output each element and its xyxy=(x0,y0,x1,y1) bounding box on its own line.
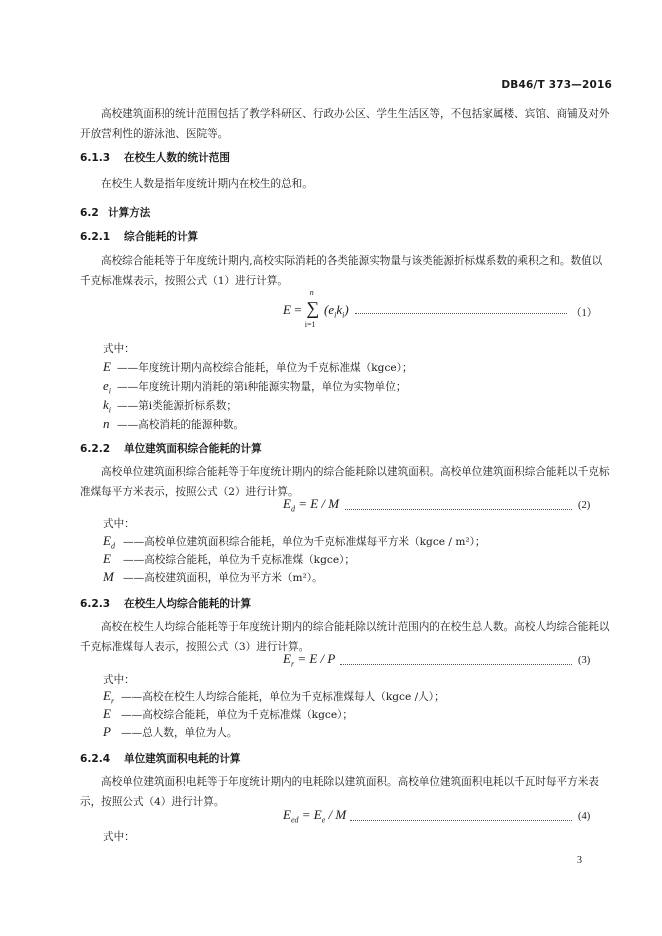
definition-row xyxy=(103,688,445,706)
definition-row xyxy=(103,416,244,432)
definition-row xyxy=(103,706,353,722)
symbol: E xyxy=(103,551,111,566)
definition-row xyxy=(103,551,355,567)
definition-row xyxy=(103,378,406,396)
equation-number-2: (2) xyxy=(578,500,591,511)
leader-dots xyxy=(340,664,572,665)
formula-term: k xyxy=(336,302,343,317)
paragraph-building-area-scope xyxy=(80,104,610,144)
section-title: 计算方法 xyxy=(108,207,151,219)
definition-text: ——高校综合能耗，单位为千克标准煤（kgce）； xyxy=(121,709,353,721)
definition-row xyxy=(103,569,323,585)
definition-text: ——高校消耗的能源种数。 xyxy=(117,419,245,431)
section-heading-6-2-3 xyxy=(80,596,251,611)
definition-text: ——高校建筑面积，单位为平方米（m²）。 xyxy=(123,572,323,584)
definition-row xyxy=(103,359,413,375)
paragraph-text: 高校单位建筑面积电耗等于年度统计期内的电耗除以建筑面积。高校单位建筑面积电耗以千瓦时每平方米表示，按照公式（4）进行计算。 xyxy=(80,776,599,808)
where-label: 式中： xyxy=(103,674,135,686)
symbol: E xyxy=(103,359,111,374)
leader-dots xyxy=(345,509,572,510)
definition-text: ——年度统计期内消耗的第i种能源实物量，单位为实物单位； xyxy=(117,381,407,393)
symbol: $E_d$ xyxy=(103,533,115,551)
formula-3: $E_r = E / P$ xyxy=(283,651,336,669)
formula-4: $E_{ed} = E_e / M$ xyxy=(283,807,347,825)
section-title: 单位建筑面积电耗的计算 xyxy=(124,753,241,765)
where-label: 式中： xyxy=(103,518,135,530)
symbol: E xyxy=(103,706,111,721)
formula-1: E = n ∑ i=1 $(e_ik_i)$ xyxy=(283,288,349,329)
symbol: P xyxy=(103,724,111,739)
paragraph-text: 高校建筑面积的统计范围包括了教学科研区、行政办公区、学生生活区等，不包括家属楼、宾馆、商铺及对外开放营利性的游泳池、医院等。 xyxy=(80,108,610,140)
definition-row xyxy=(103,533,486,551)
paragraph-text: 高校在校生人均综合能耗等于年度统计期内的综合能耗除以统计范围内的在校生总人数。高校人均综合能耗以千克标准煤每人表示，按照公式（3）进行计算。 xyxy=(80,621,610,653)
definition-text: ——年度统计期内高校综合能耗，单位为千克标准煤（kgce）； xyxy=(117,362,413,374)
where-label: 式中： xyxy=(103,831,135,843)
definition-row xyxy=(103,724,238,740)
symbol: n xyxy=(103,416,110,431)
paragraph-per-capita-energy xyxy=(80,617,610,657)
section-number: 6.2.4 xyxy=(80,753,111,765)
section-number: 6.1.3 xyxy=(80,152,111,164)
section-heading-6-2-4 xyxy=(80,751,241,766)
section-title: 综合能耗的计算 xyxy=(124,231,199,243)
section-heading-6-2-1 xyxy=(80,229,198,244)
equation-number-1: （1） xyxy=(571,308,598,319)
definition-text: ——高校综合能耗，单位为千克标准煤（kgce）； xyxy=(123,554,355,566)
paragraph-text: 高校单位建筑面积综合能耗等于年度统计期内的综合能耗除以建筑面积。高校单位建筑面积综合能耗以千克标准煤每平方米表示，按照公式（2）进行计算。 xyxy=(80,466,610,498)
sum-lower: i=1 xyxy=(304,320,316,329)
formula-term: ) xyxy=(344,302,349,317)
equation-number-4: (4) xyxy=(578,811,591,822)
paragraph-text: 在校生人数是指年度统计期内在校生的总和。 xyxy=(101,178,313,190)
section-number: 6.2 xyxy=(80,207,99,219)
paragraph-student-count xyxy=(80,174,610,194)
section-heading-6-2-2 xyxy=(80,441,262,456)
formula-lhs: E xyxy=(283,302,291,317)
page-number: 3 xyxy=(577,855,582,866)
leader-dots xyxy=(350,820,572,821)
section-number: 6.2.2 xyxy=(80,443,111,455)
paragraph-text: 高校综合能耗等于年度统计期内,高校实际消耗的各类能源实物量与该类能源折标煤系数的乘积之和。数值以千克标准煤表示，按照公式（1）进行计算。 xyxy=(80,255,603,287)
where-label: 式中： xyxy=(103,343,135,355)
paragraph-area-energy xyxy=(80,462,610,502)
symbol: $E_r$ xyxy=(103,688,115,706)
equation-number-3: (3) xyxy=(578,655,591,666)
section-title: 在校生人均综合能耗的计算 xyxy=(124,598,252,610)
section-number: 6.2.3 xyxy=(80,598,111,610)
paragraph-total-energy xyxy=(80,251,610,291)
leader-dots xyxy=(355,313,567,314)
document-number: DB46/T 373—2016 xyxy=(501,79,612,91)
sum-symbol: n ∑ i=1 xyxy=(304,288,320,329)
paragraph-area-electricity xyxy=(80,772,610,812)
symbol: $k_i$ xyxy=(103,397,112,415)
section-title: 单位建筑面积综合能耗的计算 xyxy=(124,443,262,455)
symbol: $e_i$ xyxy=(103,378,112,396)
sum-upper: n xyxy=(309,288,314,297)
section-title: 在校生人数的统计范围 xyxy=(124,152,230,164)
formula-term: (e xyxy=(324,302,335,317)
definition-text: ——总人数，单位为人。 xyxy=(121,727,238,739)
formula-sub: i xyxy=(342,310,345,320)
section-heading-6-1-3 xyxy=(80,150,230,165)
formula-sub: i xyxy=(334,310,337,320)
section-heading-6-2 xyxy=(80,205,150,220)
formula-2: $E_d = E / M$ xyxy=(283,496,340,514)
section-number: 6.2.1 xyxy=(80,231,111,243)
definition-row xyxy=(103,397,237,415)
definition-text: ——第i类能源折标系数； xyxy=(117,400,237,412)
definition-text: ——高校单位建筑面积综合能耗，单位为千克标准煤每平方米（kgce / m²）； xyxy=(123,536,486,548)
symbol: M xyxy=(103,569,114,584)
definition-text: ——高校在校生人均综合能耗，单位为千克标准煤每人（kgce /人）； xyxy=(121,691,445,703)
